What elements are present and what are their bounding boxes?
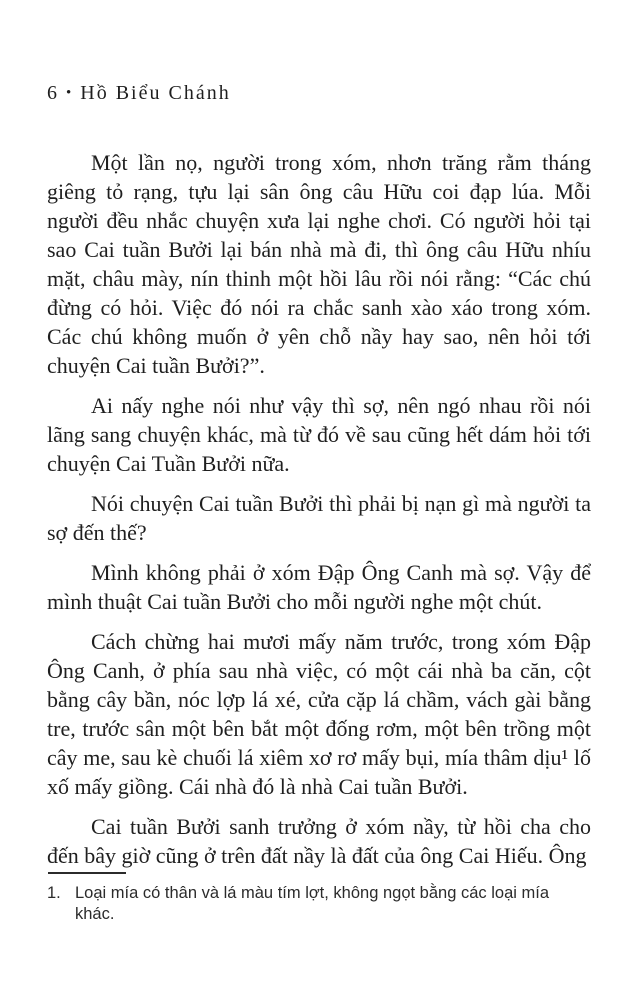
page-body-text	[47, 148, 591, 881]
footnote-divider	[48, 872, 126, 874]
author-name: Hồ Biểu Chánh	[80, 82, 231, 104]
footnote-line	[47, 883, 592, 925]
paragraph: Cai tuần Bưởi sanh trưởng ở xóm nầy, từ hồi cha cho đến bây giờ cũng ở trên đất nầy là đất của ông Cai Hiếu. Ông	[47, 814, 591, 868]
paragraph: Ai nấy nghe nói như vậy thì sợ, nên ngó nhau rồi nói lãng sang chuyện khác, mà từ đó về sau cũng hết dám hỏi tới chuyện Cai Tuần Bưởi nữa.	[47, 393, 591, 476]
footnote-block	[47, 872, 592, 925]
page-number: 6	[47, 82, 59, 104]
paragraph: Một lần nọ, người trong xóm, nhơn trăng rằm tháng giêng tỏ rạng, tựu lại sân ông câu Hữu coi đạp lúa. Mỗi người đều nhắc chuyện xưa lại nghe chơi. Có người hỏi tại sao Cai tuần Bưởi lại bán nhà mà đi, thì ông câu Hữu nhíu mặt, châu mày, nín thinh một hồi lâu rồi nói rằng: “Các chú đừng có hỏi. Việc đó nói ra chắc sanh xào xáo trong xóm. Các chú không muốn ở yên chỗ nầy hay sao, nên hỏi tới chuyện Cai tuần Bưởi?”.	[47, 150, 591, 378]
footnote-text: Loại mía có thân và lá màu tím lợt, không ngọt bằng các loại mía khác.	[75, 884, 549, 923]
paragraph: Cách chừng hai mươi mấy năm trước, trong xóm Đập Ông Canh, ở phía sau nhà việc, có một cái nhà ba căn, cột bằng cây bần, nóc lợp lá xé, cửa cặp lá chầm, vách gài bằng tre, trước sân một bên bắt một đống rơm, một bên trồng một cây me, sau kè chuối lá xiêm xơ rơ mấy bụi, mía thâm dịu¹ lố xố mấy giồng. Cái nhà đó là nhà Cai tuần Bưởi.	[47, 629, 591, 799]
footnote-marker: 1.	[47, 884, 61, 902]
running-header	[47, 82, 231, 105]
paragraph: Mình không phải ở xóm Đập Ông Canh mà sợ. Vậy để mình thuật Cai tuần Bưởi cho mỗi người nghe một chút.	[47, 560, 591, 614]
header-separator-dot: •	[66, 85, 74, 101]
paragraph: Nói chuyện Cai tuần Bưởi thì phải bị nạn gì mà người ta sợ đến thế?	[47, 491, 591, 545]
